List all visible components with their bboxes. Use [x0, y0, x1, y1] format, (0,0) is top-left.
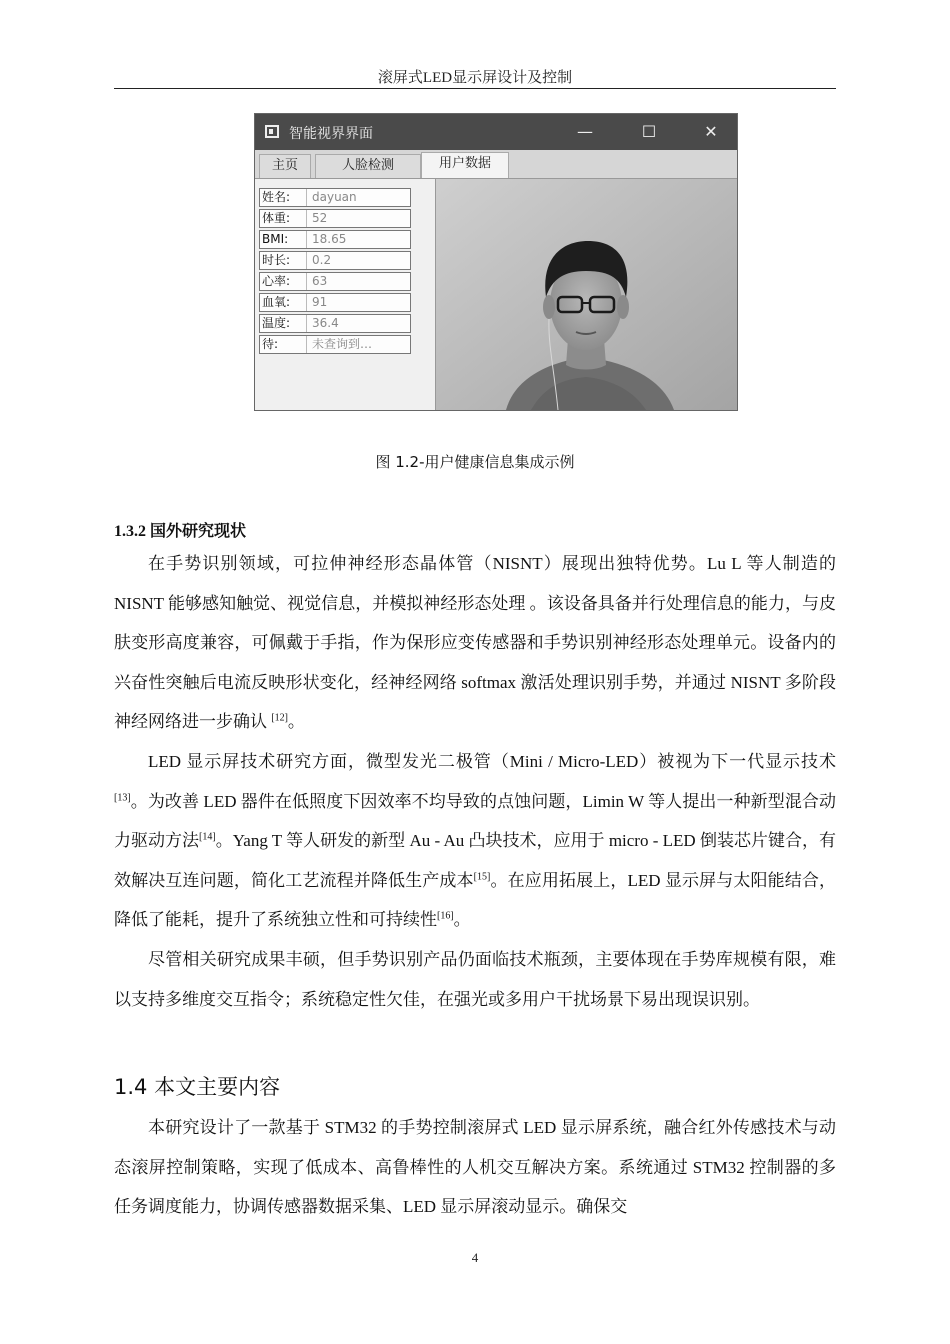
field-label: 时长: [262, 253, 291, 267]
field-value: 91 [312, 295, 328, 309]
user-data-form [255, 179, 436, 410]
field-label: 血氧: [262, 295, 291, 309]
person-photo [436, 179, 737, 410]
field-value: 0.2 [312, 253, 332, 267]
camera-feed [436, 179, 737, 410]
maximize-icon: ☐ [641, 122, 657, 141]
field-value: 63 [312, 274, 328, 288]
field-row-pending [259, 335, 411, 354]
citation: [15] [473, 870, 491, 882]
field-label: BMI: [262, 232, 289, 246]
paragraph-bottlenecks: 尽管相关研究成果丰硕，但手势识别产品仍面临技术瓶颈，主要体现在手势库规模有限，难以支持多维度交互指令；系统稳定性欠佳，在强光或多用户干扰场景下易出现误识别。 [114, 950, 836, 1009]
field-value: 36.4 [312, 316, 339, 330]
tab-user-data: 用户数据 [421, 152, 509, 178]
field-row-weight [259, 209, 411, 228]
subsection-heading: 1.3.2 国外研究现状 [114, 523, 247, 540]
field-row-blood-oxygen [259, 293, 411, 312]
paragraph-gesture-recognition: 在手势识别领域，可拉伸神经形态晶体管（NISNT）展现出独特优势。Lu L 等人制造的 NISNT 能够感知触觉、视觉信息，并模拟神经形态处理 。该设备具备并行处理信息的能力，与皮肤变形高度兼容，可佩戴于手指，作为保形应变传感器和手势识别神经形态处理单元。设备内的兴奋性突触后电流反映形状变化，经神经网络 softmax 激活处理识别手势，并通过 NISNT 多阶段神经网络进一步确认 [12]。 [114, 554, 836, 731]
app-window-screenshot [254, 113, 738, 411]
field-value: 未查询到… [312, 337, 373, 351]
field-label: 体重: [262, 211, 291, 225]
field-label: 待: [262, 337, 279, 351]
field-row-name [259, 188, 411, 207]
field-value: 18.65 [312, 232, 347, 246]
field-label: 心率: [262, 274, 291, 288]
minimize-icon: — [577, 122, 593, 141]
tab-bar [255, 150, 737, 179]
paragraph-led-research: LED 显示屏技术研究方面，微型发光二极管（Mini / Micro-LED）被视为下一代显示技术[13]。为改善 LED 器件在低照度下因效率不均导致的点蚀问题，Limin W 等人提出一种新型混合动力驱动方法[14]。Yang T 等人研发的新型 Au - Au 凸块技术，应用于 micro - LED 倒装芯片键合，有效解决互连问题，简化工艺流程并降低生产成本[15]。在应用拓展上，LED 显示屏与太阳能结合，降低了能耗，提升了系统独立性和可持续性[16]。 [114, 752, 837, 929]
field-value: dayuan [312, 190, 357, 204]
field-label: 温度: [262, 316, 291, 330]
page-number: 4 [471, 1250, 479, 1265]
citation: [12] [271, 712, 288, 724]
close-icon: ✕ [704, 122, 718, 141]
field-row-temperature [259, 314, 411, 333]
running-header: 滚屏式LED显示屏设计及控制 [377, 70, 573, 86]
field-label: 姓名: [262, 190, 291, 204]
citation: [14] [199, 831, 216, 843]
window-titlebar [255, 114, 737, 150]
tab-home: 主页 [259, 154, 311, 178]
field-value: 52 [312, 211, 328, 225]
field-row-bmi [259, 230, 411, 249]
field-row-heart-rate [259, 272, 411, 291]
section-heading: 1.4 本文主要内容 [114, 1075, 281, 1099]
header-rule [114, 88, 836, 89]
figure-caption: 图 1.2-用户健康信息集成示例 [375, 453, 575, 471]
app-icon [265, 125, 279, 138]
paragraph-main-content: 本研究设计了一款基于 STM32 的手势控制滚屏式 LED 显示屏系统，融合红外传感技术与动态滚屏控制策略，实现了低成本、高鲁棒性的人机交互解决方案。系统通过 STM32 控制器的多任务调度能力，协调传感器数据采集、LED 显示屏滚动显示。确保交 [114, 1118, 836, 1216]
citation: [13] [114, 791, 131, 803]
tab-face-detection: 人脸检测 [315, 154, 421, 178]
citation: [16] [437, 910, 454, 922]
window-title: 智能视界界面 [289, 126, 373, 142]
field-row-duration [259, 251, 411, 270]
